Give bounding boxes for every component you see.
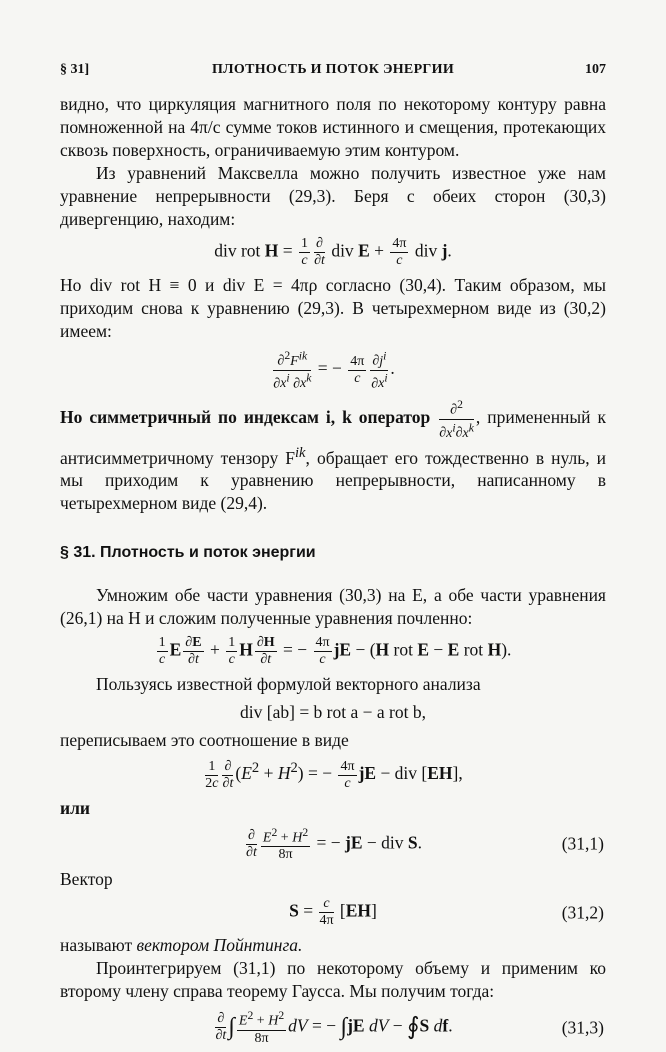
paragraph-3: Но div rot H ≡ 0 и div E = 4πρ согласно (30,4). Таким образом, мы приходим снова к уравнению (29,3). В четырехмерном виде из (30,2) имеем: — [60, 275, 606, 341]
paragraph-6: Пользуясь известной формулой векторного анализа — [96, 674, 481, 695]
equation-31-1: $\frac{\partial}{\partial t}$ $\frac{E^2 + H^2}{8\pi}$ = − jE − div S. (31,1) — [246, 825, 604, 863]
equation-four-dim: $\frac{\partial^2F^{ik}}{\partial x^i \partial x^k}$ = − $\frac{4\pi}{c}$ $\frac{\partial j^i}{\partial x^i}$ . — [273, 349, 395, 392]
p4-end: , обращает его тождественно в нуль, и мы приходим к уравнению непрерывности, написанному в четырехмерном виде (29,4). — [60, 447, 607, 514]
p4-start: Но симметричный по индексам i, k оператор — [60, 407, 431, 428]
equation-energy: $\frac{1}{c}$ E $\frac{\partial E}{\partial t}$ + $\frac{1}{c}$ H $\frac{\partial H}{\partial t}$ = − $\frac{4\pi}{c}$ jE − (H rot E − E rot H). — [158, 635, 512, 668]
paragraph-7: переписываем это соотношение в виде — [60, 730, 349, 751]
paragraph-9: Проинтегрируем (31,1) по некоторому объему и применим ко второму члену справа теорему Гаусса. Мы получим тогда: — [60, 958, 606, 1002]
page-body — [60, 93, 606, 1052]
equation-div-rot: div rot H = $\frac{1}{c}$ $\frac{\partial}{\partial t}$ div E + $\frac{4\pi}{c}$ div j. — [214, 236, 452, 268]
equation-number-3: (31,3) — [561, 1017, 604, 1038]
paragraph-2: Из уравнений Максвелла можно получить известное уже нам уравнение непрерывности (29,3). Беря с обеих сторон (30,3) дивергенцию, находим: — [60, 163, 606, 229]
paragraph-8 — [60, 934, 606, 957]
paragraph-5: Умножим обе части уравнения (30,3) на E, а обе части уравнения (26,1) на H и сложим полученные уравнения почленно: — [60, 585, 606, 629]
running-header — [60, 58, 606, 80]
equation-number-1: (31,1) — [561, 833, 604, 854]
label-or: или — [60, 797, 90, 818]
header-title: ПЛОТНОСТЬ И ПОТОК ЭНЕРГИИ — [211, 62, 455, 77]
section-heading: § 31. Плотность и поток энергии — [60, 544, 316, 562]
poynting-term: вектором Пойнтинга. — [136, 935, 303, 956]
equation-31-3: $\frac{\partial}{\partial t}$ ∫ $\frac{E^2 + H^2}{8\pi}$ dV = − ∫jE dV − ∮S df. (31,3) — [215, 1009, 604, 1047]
equation-number-2: (31,2) — [561, 902, 604, 923]
p8-start: называют — [60, 935, 133, 956]
label-vector: Вектор — [60, 869, 113, 890]
equation-rewritten: $\frac{1}{2c}$ $\frac{\partial}{\partial t}$ $(E^2 + H^2)$ = − $\frac{4\pi}{c}$ jE − div [EH], — [205, 758, 463, 791]
equation-31-2: S = $\frac{c}{4\pi}$ [EH] (31,2) — [289, 896, 604, 929]
paragraph-4: Но симметричный по индексам i, k оператор $\frac{\partial^2}{\partial x^i\partial x^k}$ , примененный к антисимметричному тензору $F^{ik}$, обращает его тождественно в нуль, и мы приходим к уравнению непрерывности, написанному в четырехмерном виде (29,4). — [60, 398, 607, 514]
p4-middle: , примененный к антисимметричному тензору F — [60, 407, 606, 468]
header-section: § 31] — [60, 62, 90, 77]
page-number: 107 — [585, 62, 606, 77]
equation-div-ab: div [ab] = b rot a − a rot b, — [240, 702, 426, 723]
paragraph-1: видно, что циркуляция магнитного поля по некоторому контуру равна помноженной на 4π/c сумме токов истинного и смещения, протекающих сквозь поверхность, ограничиваемую этим контуром. — [60, 94, 606, 160]
